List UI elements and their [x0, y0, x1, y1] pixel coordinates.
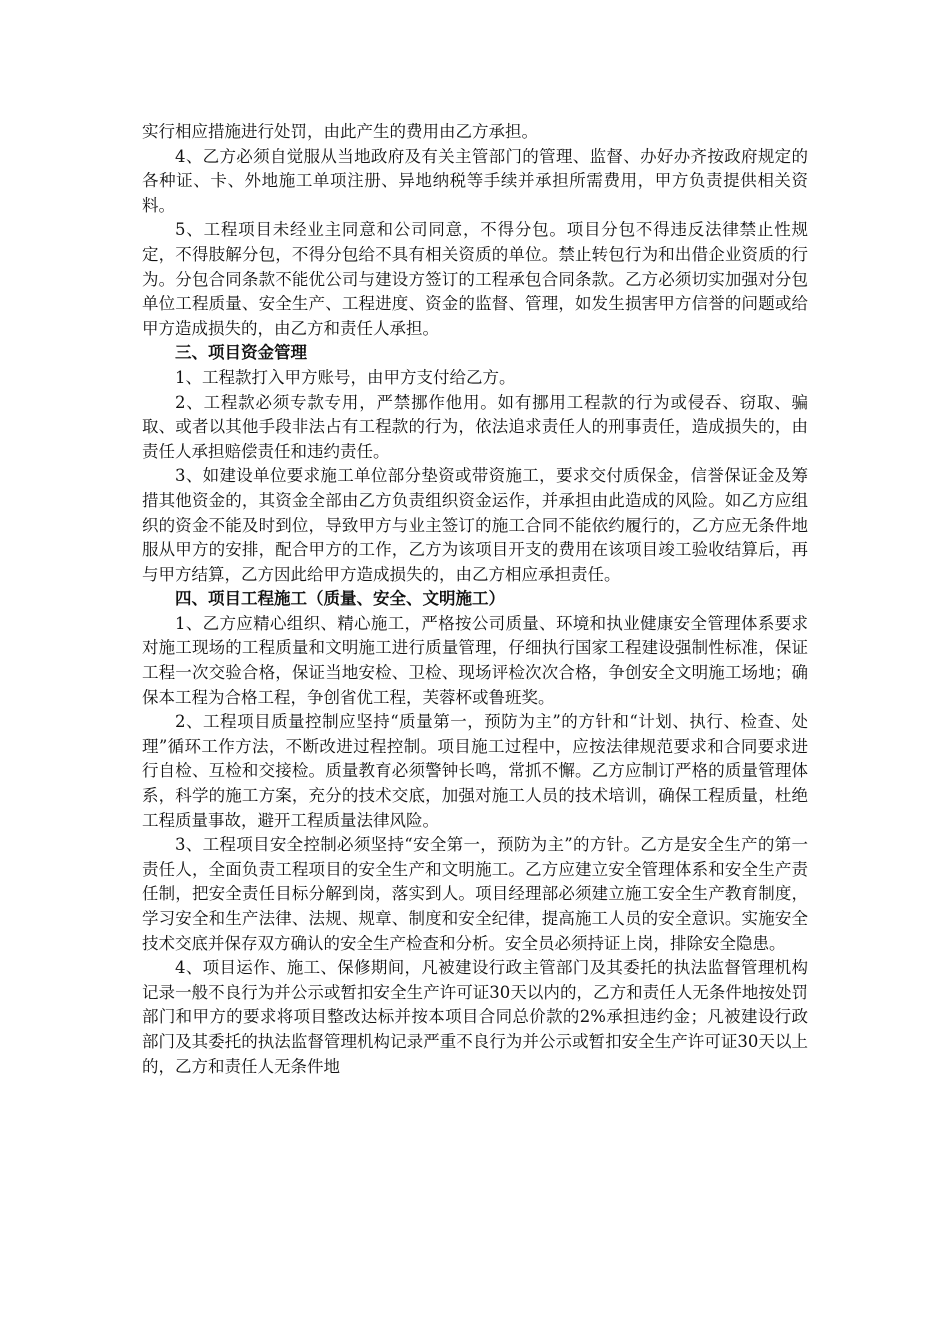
funds-clause-3: 3、如建设单位要求施工单位部分垫资或带资施工，要求交付质保金，信誉保证金及筹措其他资金的，其资金全部由乙方负责组织资金运作，并承担由此造成的风险。如乙方应组织的资金不能及时到位，导致甲方与业主签订的施工合同不能依约履行的，乙方应无条件地服从甲方的安排，配合甲方的工作，乙方为该项目开支的费用在该项目竣工验收结算后，再与甲方结算，乙方因此给甲方造成损失的，由乙方相应承担责任。	[142, 466, 808, 584]
construction-clause-3: 3、工程项目安全控制必须坚持“安全第一，预防为主”的方针。乙方是安全生产的第一责任人，全面负责工程项目的安全生产和文明施工。乙方应建立安全管理体系和安全生产责任制，把安全责任目标分解到岗，落实到人。项目经理部必须建立施工安全生产教育制度，学习安全和生产法律、法规、规章、制度和安全纪律，提高施工人员的安全意识。实施安全技术交底并保存双方确认的安全生产检查和分析。安全员必须持证上岗，排除安全隐患。	[142, 835, 808, 953]
construction-clause-1: 1、乙方应精心组织、精心施工，严格按公司质量、环境和执业健康安全管理体系要求对施工现场的工程质量和文明施工进行质量管理，仔细执行国家工程建设强制性标准，保证工程一次交验合格，保证当地安检、卫检、现场评检次次合格，争创安全文明施工场地；确保本工程为合格工程，争创省优工程，芙蓉杯或鲁班奖。	[142, 613, 808, 707]
paragraph-continuation: 实行相应措施进行处罚，由此产生的费用由乙方承担。	[142, 122, 538, 141]
funds-clause-1: 1、工程款打入甲方账号，由甲方支付给乙方。	[175, 367, 516, 387]
section-heading-funds: 三、项目资金管理	[175, 343, 307, 363]
clause-4-paragraph: 4、乙方必须自觉服从当地政府及有关主管部门的管理、监督、办好办齐按政府规定的各种证、卡、外地施工单项注册、异地纳税等手续并承担所需费用，甲方负责提供相关资料。	[142, 146, 808, 215]
section-heading-construction: 四、项目工程施工（质量、安全、文明施工）	[175, 589, 505, 609]
construction-clause-2: 2、工程项目质量控制应坚持“质量第一，预防为主”的方针和“计划、执行、检查、处理”循环工作方法，不断改进过程控制。项目施工过程中，应按法律规范要求和合同要求进行自检、互检和交接检。质量教育必须警钟长鸣，常抓不懈。乙方应制订严格的质量管理体系，科学的施工方案，充分的技术交底，加强对施工人员的技术培训，确保工程质量，杜绝工程质量事故，避开工程质量法律风险。	[142, 712, 808, 830]
document-page	[142, 120, 808, 1079]
funds-clause-2: 2、工程款必须专款专用，严禁挪作他用。如有挪用工程款的行为或侵吞、窃取、骗取、或者以其他手段非法占有工程款的行为，依法追求责任人的刑事责任，造成损失的，由责任人承担赔偿责任和违约责任。	[142, 392, 808, 461]
construction-clause-4: 4、项目运作、施工、保修期间，凡被建设行政主管部门及其委托的执法监督管理机构记录一般不良行为并公示或暂扣安全生产许可证30天以内的，乙方和责任人无条件地按处罚部门和甲方的要求将项目整改达标并按本项目合同总价款的2%承担违约金；凡被建设行政部门及其委托的执法监督管理机构记录严重不良行为并公示或暂扣安全生产许可证30天以上的，乙方和责任人无条件地	[142, 958, 808, 1076]
clause-5-paragraph: 5、工程项目未经业主同意和公司同意，不得分包。项目分包不得违反法律禁止性规定，不得肢解分包，不得分包给不具有相关资质的单位。禁止转包行为和出借企业资质的行为。分包合同条款不能优公司与建设方签订的工程承包合同条款。乙方必须切实加强对分包单位工程质量、安全生产、工程进度、资金的监督、管理，如发生损害甲方信誉的问题或给甲方造成损失的，由乙方和责任人承担。	[142, 220, 808, 338]
